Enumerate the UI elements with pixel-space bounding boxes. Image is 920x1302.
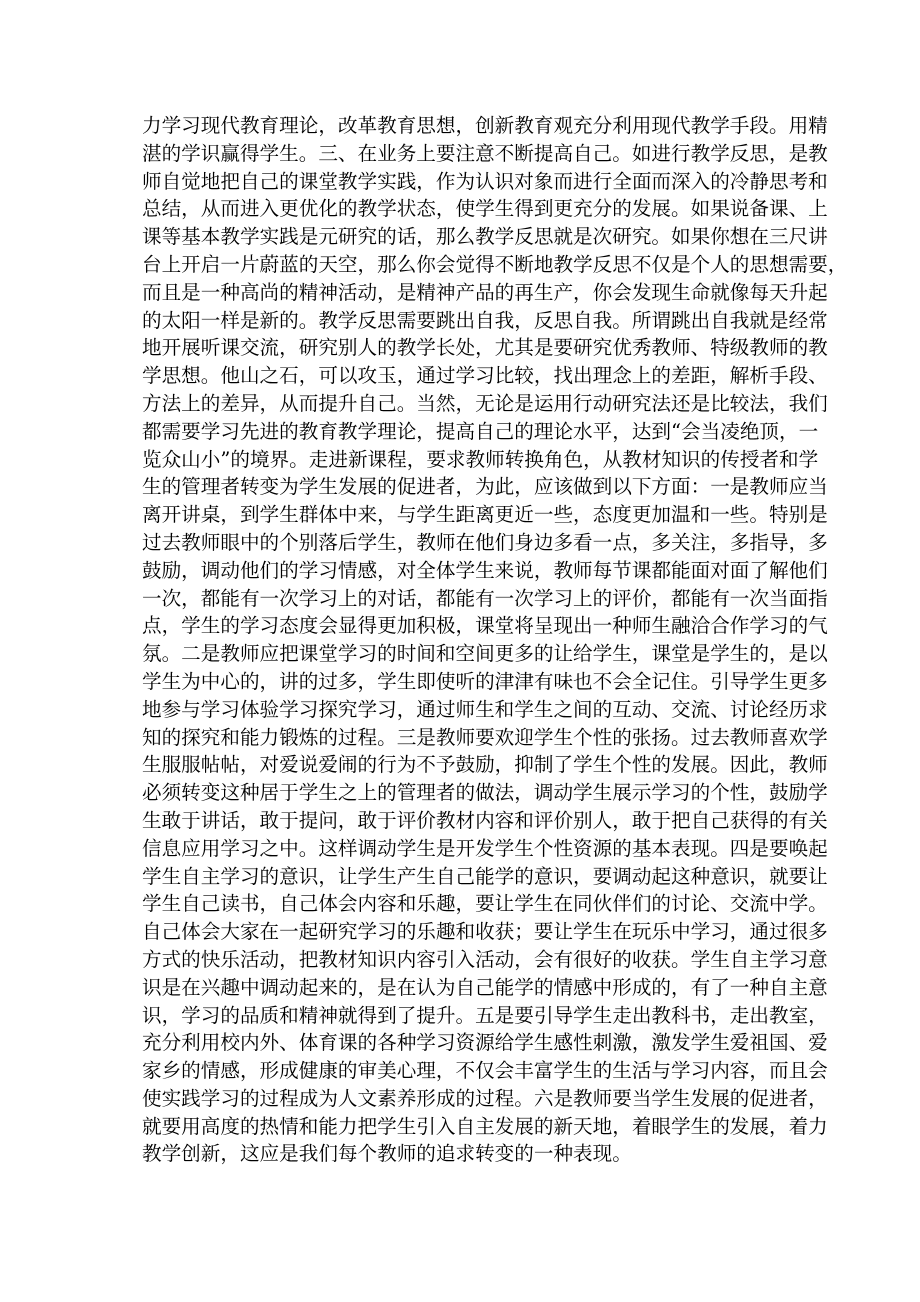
paragraph-line: 生的管理者转变为学生发展的促进者，为此，应该做到以下方面：一是教师应当 [142, 475, 828, 499]
paragraph-line: 知的探究和能力锻炼的过程。三是教师要欢迎学生个性的张扬。过去教师喜欢学 [142, 725, 828, 749]
paragraph-line: 学生自己读书，自己体会内容和乐趣，要让学生在同伙伴们的讨论、交流中学。 [142, 892, 828, 916]
paragraph-line: 识是在兴趣中调动起来的，是在认为自己能学的情感中形成的，有了一种自主意 [142, 975, 828, 999]
paragraph-line: 家乡的情感，形成健康的审美心理，不仅会丰富学生的生活与学习内容，而且会 [142, 1059, 828, 1083]
paragraph-line: 学生自主学习的意识，让学生产生自己能学的意识，要调动起这种意识，就要让 [142, 864, 828, 888]
paragraph-line: 自己体会大家在一起研究学习的乐趣和收获；要让学生在玩乐中学习，通过很多 [142, 920, 828, 944]
paragraph-line: 方法上的差异，从而提升自己。当然，无论是运用行动研究法还是比较法，我们 [142, 391, 828, 415]
paragraph-line: 离开讲桌，到学生群体中来，与学生距离更近一些，态度更加温和一些。特别是 [142, 503, 828, 527]
paragraph-line: 学思想。他山之石，可以攻玉，通过学习比较，找出理念上的差距，解析手段、 [142, 364, 828, 388]
paragraph-line: 充分利用校内外、体育课的各种学习资源给学生感性刺激，激发学生爱祖国、爱 [142, 1031, 828, 1055]
paragraph-line: 教学创新，这应是我们每个教师的追求转变的一种表现。 [142, 1142, 632, 1166]
paragraph-line: 就要用高度的热情和能力把学生引入自主发展的新天地，着眼学生的发展，着力 [142, 1114, 828, 1138]
paragraph-line: 览众山小”的境界。走进新课程，要求教师转换角色，从教材知识的传授者和学 [142, 447, 819, 471]
paragraph-line: 方式的快乐活动，把教材知识内容引入活动，会有很好的收获。学生自主学习意 [142, 947, 828, 971]
paragraph-line: 课等基本教学实践是元研究的话，那么教学反思就是次研究。如果你想在三尺讲 [142, 225, 828, 249]
paragraph-line: 的太阳一样是新的。教学反思需要跳出自我，反思自我。所谓跳出自我就是经常 [142, 308, 828, 332]
paragraph-line: 鼓励，调动他们的学习情感，对全体学生来说，教师每节课都能面对面了解他们 [142, 558, 828, 582]
paragraph-line: 必须转变这种居于学生之上的管理者的做法，调动学生展示学习的个性，鼓励学 [142, 781, 828, 805]
paragraph-line: 使实践学习的过程成为人文素养形成的过程。六是教师要当学生发展的促进者， [142, 1086, 828, 1110]
paragraph-line: 生敢于讲话，敢于提问，敢于评价教材内容和评价别人，敢于把自己获得的有关 [142, 808, 828, 832]
paragraph-line: 师自觉地把自己的课堂教学实践，作为认识对象而进行全面而深入的冷静思考和 [142, 169, 828, 193]
paragraph-line: 学生为中心的，讲的过多，学生即使听的津津有味也不会全记住。引导学生更多 [142, 669, 828, 693]
paragraph-line: 氛。二是教师应把课堂学习的时间和空间更多的让给学生，课堂是学生的，是以 [142, 642, 828, 666]
paragraph-line: 而且是一种高尚的精神活动，是精神产品的再生产，你会发现生命就像每天升起 [142, 280, 828, 304]
paragraph-line: 总结，从而进入更优化的教学状态，使学生得到更充分的发展。如果说备课、上 [142, 197, 828, 221]
paragraph-line: 识，学习的品质和精神就得到了提升。五是要引导学生走出教科书，走出教室， [142, 1003, 828, 1027]
body-paragraph [142, 112, 848, 1168]
paragraph-line: 点，学生的学习态度会显得更加积极，课堂将呈现出一种师生融洽合作学习的气 [142, 614, 828, 638]
paragraph-line: 都需要学习先进的教育教学理论，提高自己的理论水平，达到“会当凌绝顶，一 [142, 419, 819, 443]
paragraph-line: 地开展听课交流，研究别人的教学长处，尤其是要研究优秀教师、特级教师的教 [142, 336, 828, 360]
paragraph-line: 过去教师眼中的个别落后学生，教师在他们身边多看一点，多关注，多指导，多 [142, 530, 828, 554]
paragraph-line: 力学习现代教育理论，改革教育思想，创新教育观充分利用现代教学手段。用精 [142, 114, 828, 137]
paragraph-line: 生服服帖帖，对爱说爱闹的行为不予鼓励，抑制了学生个性的发展。因此，教师 [142, 753, 828, 777]
paragraph-line: 湛的学识赢得学生。三、在业务上要注意不断提高自己。如进行教学反思，是教 [142, 141, 828, 165]
paragraph-line: 地参与学习体验学习探究学习，通过师生和学生之间的互动、交流、讨论经历求 [142, 697, 828, 721]
paragraph-line: 一次，都能有一次学习上的对话，都能有一次学习上的评价，都能有一次当面指 [142, 586, 828, 610]
paragraph-line: 台上开启一片蔚蓝的天空，那么你会觉得不断地教学反思不仅是个人的思想需要， [142, 252, 848, 276]
paragraph-line: 信息应用学习之中。这样调动学生是开发学生个性资源的基本表现。四是要唤起 [142, 836, 828, 860]
